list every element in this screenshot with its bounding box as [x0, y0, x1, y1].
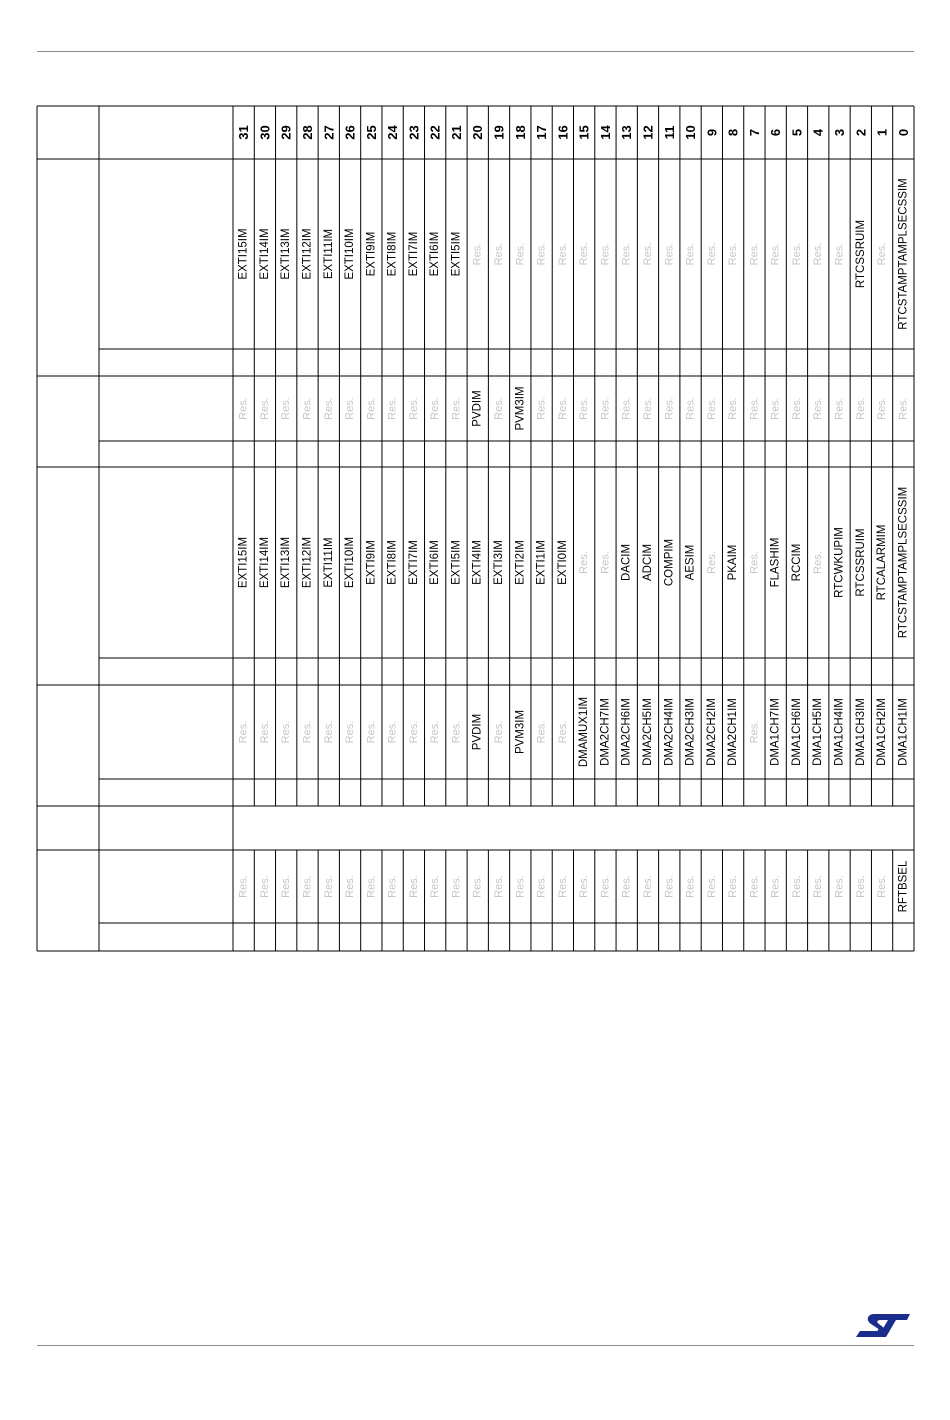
- bit-number-label: 15: [576, 125, 592, 140]
- reserved-bit-label: Res.: [705, 242, 718, 266]
- bit-field-label: PVDIM: [471, 713, 484, 751]
- bit-field-label: EXTI4IM: [471, 540, 484, 585]
- bit-field-label: EXTI7IM: [407, 540, 420, 585]
- bit-field-label: DMA1CH6IM: [790, 698, 803, 766]
- reserved-bit-label: Res.: [684, 397, 697, 420]
- bit-field-label: EXTI6IM: [429, 540, 442, 585]
- reserved-bit-label: Res.: [322, 397, 335, 420]
- reserved-bit-label: Res.: [280, 720, 293, 744]
- reserved-bit-label: Res.: [535, 875, 548, 898]
- bit-field-label: EXTI3IM: [493, 540, 506, 585]
- reserved-bit-label: Res.: [727, 397, 740, 420]
- bit-field-label: DMA1CH3IM: [854, 698, 867, 766]
- bit-field-label: EXTI15IM: [237, 228, 250, 280]
- bit-field-label: PKAIM: [727, 544, 740, 581]
- reserved-bit-label: Res.: [556, 720, 569, 744]
- reserved-bit-label: Res.: [790, 397, 803, 420]
- footer-rule: [37, 1345, 914, 1346]
- bit-number-label: 1: [874, 128, 890, 137]
- reserved-bit-label: Res.: [769, 397, 782, 420]
- bit-number-label: 6: [768, 128, 784, 137]
- bit-field-label: DMA2CH5IM: [641, 698, 654, 766]
- reserved-bit-label: Res.: [705, 875, 718, 898]
- reserved-bit-label: Res.: [407, 397, 420, 420]
- bit-field-label: PVM3IM: [514, 709, 527, 755]
- reserved-bit-label: Res.: [790, 875, 803, 898]
- bit-field-label: DMA2CH7IM: [599, 698, 612, 766]
- bit-field-label: EXTI11IM: [322, 228, 335, 280]
- reserved-bit-label: Res.: [301, 875, 314, 898]
- bit-field-label: DMA1CH4IM: [833, 698, 846, 766]
- reserved-bit-label: Res.: [599, 397, 612, 420]
- bit-number-label: 16: [555, 125, 571, 140]
- reserved-bit-label: Res.: [578, 551, 591, 574]
- bit-number-label: 3: [832, 128, 848, 137]
- reserved-bit-label: Res.: [322, 720, 335, 744]
- reserved-bit-label: Res.: [386, 720, 399, 744]
- reserved-bit-label: Res.: [386, 397, 399, 420]
- bit-field-label: DMA1CH5IM: [812, 698, 825, 766]
- reserved-bit-label: Res.: [493, 397, 506, 420]
- bit-number-label: 29: [278, 125, 294, 140]
- reserved-bit-label: Res.: [833, 875, 846, 898]
- bit-number-label: 22: [427, 125, 443, 140]
- bit-field-label: PVDIM: [471, 390, 484, 427]
- reserved-bit-label: Res.: [790, 242, 803, 266]
- reserved-bit-label: Res.: [876, 397, 889, 420]
- bit-field-label: DMA2CH6IM: [620, 698, 633, 766]
- bit-field-label: EXTI2IM: [514, 540, 527, 585]
- reserved-bit-label: Res.: [301, 720, 314, 744]
- bit-number-label: 27: [321, 125, 337, 140]
- bit-field-label: AESIM: [684, 544, 697, 581]
- bit-field-label: RTCSSRUIM: [854, 219, 867, 289]
- bit-field-label: RTCSSRUIM: [854, 528, 867, 597]
- bit-field-label: DMA1CH7IM: [769, 698, 782, 766]
- reserved-bit-label: Res.: [365, 875, 378, 898]
- bit-number-label: 2: [853, 128, 869, 137]
- reserved-bit-label: Res.: [812, 875, 825, 898]
- reserved-bit-label: Res.: [258, 397, 271, 420]
- reserved-bit-label: Res.: [684, 875, 697, 898]
- bit-field-label: EXTI5IM: [450, 231, 463, 277]
- reserved-bit-label: Res.: [599, 551, 612, 574]
- bit-field-label: EXTI14IM: [258, 536, 271, 589]
- reserved-bit-label: Res.: [258, 875, 271, 898]
- reserved-bit-label: Res.: [322, 875, 335, 898]
- reserved-bit-label: Res.: [365, 720, 378, 744]
- bit-field-label: EXTI8IM: [386, 540, 399, 585]
- reserved-bit-label: Res.: [641, 242, 654, 266]
- reserved-bit-label: Res.: [365, 397, 378, 420]
- bit-field-label: DMA2CH2IM: [705, 698, 718, 766]
- reserved-bit-label: Res.: [407, 720, 420, 744]
- reserved-bit-label: Res.: [578, 242, 591, 266]
- reserved-bit-label: Res.: [620, 397, 633, 420]
- reserved-bit-label: Res.: [727, 242, 740, 266]
- reserved-bit-label: Res.: [620, 242, 633, 266]
- bit-number-label: 11: [661, 125, 677, 140]
- reserved-bit-label: Res.: [833, 397, 846, 420]
- reserved-bit-label: Res.: [535, 397, 548, 420]
- reserved-bit-label: Res.: [429, 875, 442, 898]
- bit-field-label: DMA2CH1IM: [727, 698, 740, 766]
- reserved-bit-label: Res.: [705, 551, 718, 574]
- reserved-bit-label: Res.: [344, 397, 357, 420]
- bit-number-label: 24: [385, 125, 401, 140]
- reserved-bit-label: Res.: [812, 242, 825, 266]
- bit-number-label: 4: [810, 128, 826, 137]
- bit-field-label: EXTI9IM: [365, 231, 378, 277]
- reserved-bit-label: Res.: [471, 875, 484, 898]
- bit-field-label: EXTI13IM: [280, 228, 293, 280]
- reserved-bit-label: Res.: [812, 397, 825, 420]
- reserved-bit-label: Res.: [705, 397, 718, 420]
- reserved-bit-label: Res.: [450, 720, 463, 744]
- reserved-bit-label: Res.: [493, 875, 506, 898]
- bit-number-label: 30: [257, 125, 273, 140]
- reserved-bit-label: Res.: [854, 397, 867, 420]
- reserved-bit-label: Res.: [599, 875, 612, 898]
- reserved-bit-label: Res.: [237, 720, 250, 744]
- bit-field-label: DMA1CH2IM: [876, 698, 889, 766]
- bit-number-label: 13: [619, 125, 635, 140]
- bit-field-label: DACIM: [620, 543, 633, 582]
- reserved-bit-label: Res.: [876, 875, 889, 898]
- bit-field-label: RTCWKUPIM: [833, 527, 846, 598]
- bit-field-label: DMAMUX1IM: [578, 696, 591, 768]
- reserved-bit-label: Res.: [876, 242, 889, 266]
- reserved-bit-label: Res.: [663, 397, 676, 420]
- bit-number-label: 12: [640, 125, 656, 140]
- bit-field-label: EXTI15IM: [237, 536, 250, 589]
- bit-number-label: 0: [895, 128, 911, 137]
- reserved-bit-label: Res.: [280, 875, 293, 898]
- reserved-bit-label: Res.: [258, 720, 271, 744]
- reserved-bit-label: Res.: [748, 875, 761, 898]
- bit-field-label: EXTI9IM: [365, 540, 378, 585]
- reserved-bit-label: Res.: [854, 875, 867, 898]
- bit-number-label: 26: [342, 125, 358, 140]
- bit-number-label: 18: [512, 125, 528, 140]
- bit-field-label: FLASHIM: [769, 537, 782, 588]
- bit-field-label: EXTI12IM: [301, 228, 314, 280]
- bit-number-label: 9: [704, 128, 720, 137]
- st-logo-icon: [852, 1310, 912, 1340]
- reserved-bit-label: Res.: [556, 875, 569, 898]
- reserved-bit-label: Res.: [556, 242, 569, 266]
- bit-number-label: 23: [406, 125, 422, 140]
- bit-number-label: 5: [789, 128, 805, 137]
- reserved-bit-label: Res.: [535, 242, 548, 266]
- reserved-bit-label: Res.: [237, 397, 250, 420]
- bit-field-label: EXTI12IM: [301, 536, 314, 589]
- reserved-bit-label: Res.: [812, 551, 825, 574]
- reserved-bit-label: Res.: [535, 720, 548, 744]
- bit-number-label: 28: [299, 125, 315, 140]
- reserved-bit-label: Res.: [748, 242, 761, 266]
- reserved-bit-label: Res.: [514, 875, 527, 898]
- reserved-bit-label: Res.: [748, 397, 761, 420]
- bit-number-label: 25: [363, 125, 379, 140]
- bit-number-label: 8: [725, 128, 741, 137]
- reserved-bit-label: Res.: [684, 242, 697, 266]
- bit-number-label: 7: [746, 128, 762, 137]
- reserved-bit-label: Res.: [641, 397, 654, 420]
- bit-field-label: EXTI5IM: [450, 540, 463, 585]
- reserved-bit-label: Res.: [429, 720, 442, 744]
- reserved-bit-label: Res.: [450, 875, 463, 898]
- reserved-bit-label: Res.: [748, 551, 761, 574]
- bit-field-label: EXTI0IM: [556, 540, 569, 585]
- reserved-bit-label: Res.: [471, 242, 484, 266]
- bit-number-label: 17: [534, 125, 550, 140]
- reserved-bit-label: Res.: [514, 242, 527, 266]
- bit-field-label: RCCIM: [790, 543, 803, 582]
- reserved-bit-label: Res.: [493, 720, 506, 744]
- bit-number-label: 20: [470, 125, 486, 140]
- reserved-bit-label: Res.: [578, 875, 591, 898]
- bit-field-label: EXTI10IM: [344, 536, 357, 589]
- reserved-bit-label: Res.: [344, 875, 357, 898]
- bit-number-label: 10: [683, 125, 699, 140]
- reserved-bit-label: Res.: [833, 242, 846, 266]
- bit-field-label: RFTBSEL: [897, 860, 910, 913]
- bit-field-label: DMA2CH4IM: [663, 698, 676, 766]
- bit-field-label: EXTI7IM: [407, 231, 420, 277]
- bit-field-label: COMPIM: [663, 538, 676, 587]
- bit-field-label: EXTI11IM: [322, 537, 335, 588]
- bit-field-label: EXTI10IM: [344, 228, 357, 280]
- reserved-bit-label: Res.: [897, 397, 910, 420]
- bit-number-label: 14: [597, 125, 613, 140]
- bit-field-label: DMA1CH1IM: [897, 698, 910, 766]
- bit-field-label: RTCSTAMPTAMPLSECSSIM: [897, 178, 910, 330]
- bit-field-label: PVM3IM: [514, 386, 527, 431]
- bit-field-label: EXTI8IM: [386, 231, 399, 277]
- bit-number-label: 31: [236, 125, 252, 140]
- bit-field-label: EXTI14IM: [258, 228, 271, 280]
- reserved-bit-label: Res.: [599, 242, 612, 266]
- reserved-bit-label: Res.: [301, 397, 314, 420]
- reserved-bit-label: Res.: [769, 875, 782, 898]
- reserved-bit-label: Res.: [620, 875, 633, 898]
- reserved-bit-label: Res.: [663, 242, 676, 266]
- reserved-bit-label: Res.: [450, 397, 463, 420]
- reserved-bit-label: Res.: [578, 397, 591, 420]
- bit-field-label: ADCIM: [641, 543, 654, 582]
- reserved-bit-label: Res.: [641, 875, 654, 898]
- reserved-bit-label: Res.: [748, 720, 761, 744]
- bit-number-label: 21: [448, 125, 464, 140]
- reserved-bit-label: Res.: [407, 875, 420, 898]
- bit-number-label: 19: [491, 125, 507, 140]
- bit-field-label: RTCSTAMPTAMPLSECSSIM: [897, 486, 910, 639]
- reserved-bit-label: Res.: [280, 397, 293, 420]
- reserved-bit-label: Res.: [386, 875, 399, 898]
- bit-field-label: RTCALARMIM: [876, 524, 889, 601]
- bit-field-label: EXTI6IM: [429, 231, 442, 277]
- reserved-bit-label: Res.: [727, 875, 740, 898]
- reserved-bit-label: Res.: [493, 242, 506, 266]
- reserved-bit-label: Res.: [556, 397, 569, 420]
- bit-field-label: DMA2CH3IM: [684, 698, 697, 766]
- reserved-bit-label: Res.: [663, 875, 676, 898]
- bit-field-label: EXTI13IM: [280, 536, 293, 589]
- reserved-bit-label: Res.: [237, 875, 250, 898]
- reserved-bit-label: Res.: [344, 720, 357, 744]
- reserved-bit-label: Res.: [769, 242, 782, 266]
- reserved-bit-label: Res.: [429, 397, 442, 420]
- bit-field-label: EXTI1IM: [535, 540, 548, 585]
